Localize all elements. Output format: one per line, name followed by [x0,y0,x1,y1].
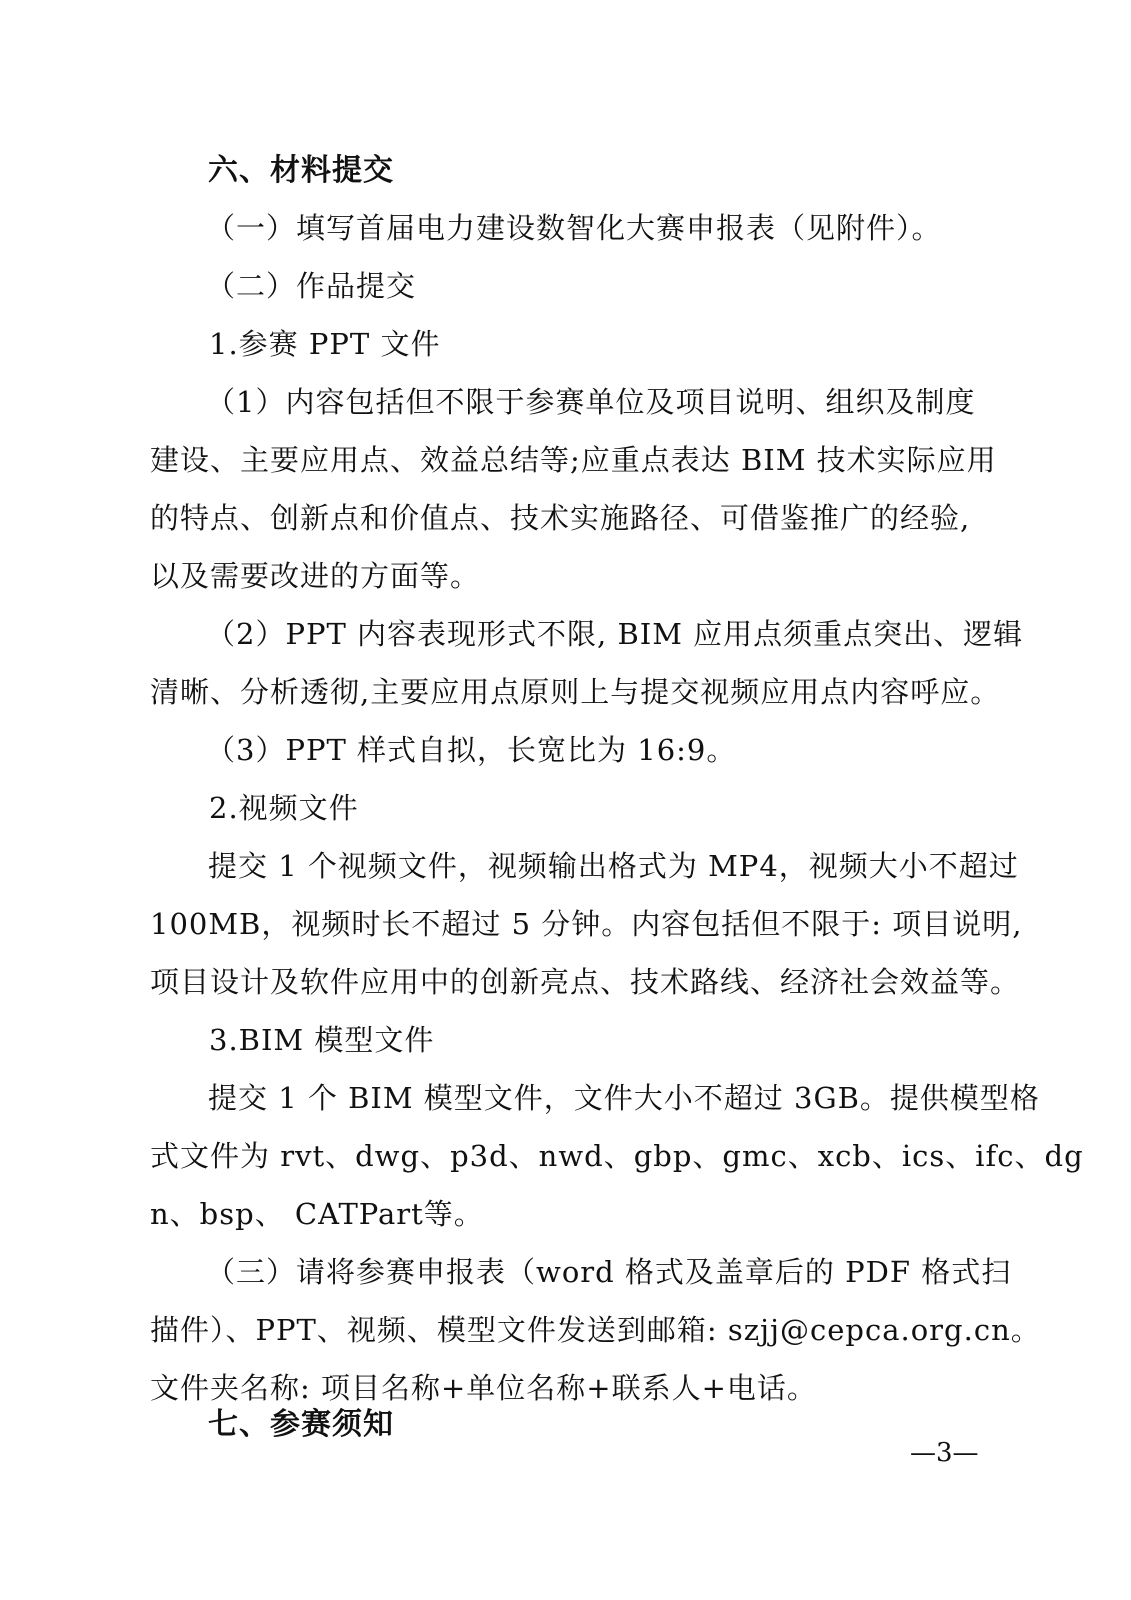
subheading-ppt-file: 1.参赛 PPT 文件 [209,327,441,361]
paragraph-email-line-2: 描件）、PPT、视频、模型文件发送到邮箱: szjj@cepca.org.cn。 [150,1313,1041,1347]
paragraph-email-line-3: 文件夹名称: 项目名称+单位名称+联系人+电话。 [150,1371,817,1405]
paragraph-video-line-2: 100MB，视频时长不超过 5 分钟。内容包括但不限于: 项目说明, [150,907,1023,941]
paragraph-ppt-content-line-2: 建设、主要应用点、效益总结等;应重点表达 BIM 技术实际应用 [150,443,997,477]
paragraph-video-line-3: 项目设计及软件应用中的创新亮点、技术路线、经济社会效益等。 [150,965,1021,999]
paragraph-ppt-format-line-1: （2）PPT 内容表现形式不限, BIM 应用点须重点突出、逻辑 [206,617,1024,651]
page-number: —3— [910,1438,979,1468]
section-heading-participation-notes: 七、参赛须知 [208,1407,394,1442]
item-application-form: （一）填写首届电力建设数智化大赛申报表（见附件）。 [206,211,942,245]
paragraph-bim-line-3: n、bsp、 CATPart等。 [150,1197,484,1231]
paragraph-ppt-style: （3）PPT 样式自拟，长宽比为 16:9。 [206,733,737,767]
paragraph-bim-line-1: 提交 1 个 BIM 模型文件，文件大小不超过 3GB。提供模型格 [208,1081,1040,1115]
item-work-submission: （二）作品提交 [206,269,417,303]
paragraph-ppt-content-line-3: 的特点、创新点和价值点、技术实施路径、可借鉴推广的经验, [150,501,971,535]
paragraph-email-line-1: （三）请将参赛申报表（word 格式及盖章后的 PDF 格式扫 [206,1255,1012,1289]
paragraph-ppt-format-line-2: 清晰、分析透彻,主要应用点原则上与提交视频应用点内容呼应。 [150,675,1001,709]
paragraph-ppt-content-line-1: （1）内容包括但不限于参赛单位及项目说明、组织及制度 [206,385,976,419]
paragraph-bim-line-2: 式文件为 rvt、dwg、p3d、nwd、gbp、gmc、xcb、ics、ifc、dg [150,1139,1084,1173]
section-heading-material-submission: 六、材料提交 [208,153,394,188]
paragraph-video-line-1: 提交 1 个视频文件，视频输出格式为 MP4，视频大小不超过 [208,849,1019,883]
subheading-bim-model-file: 3.BIM 模型文件 [209,1023,435,1057]
subheading-video-file: 2.视频文件 [209,791,359,825]
paragraph-ppt-content-line-4: 以及需要改进的方面等。 [150,559,481,593]
